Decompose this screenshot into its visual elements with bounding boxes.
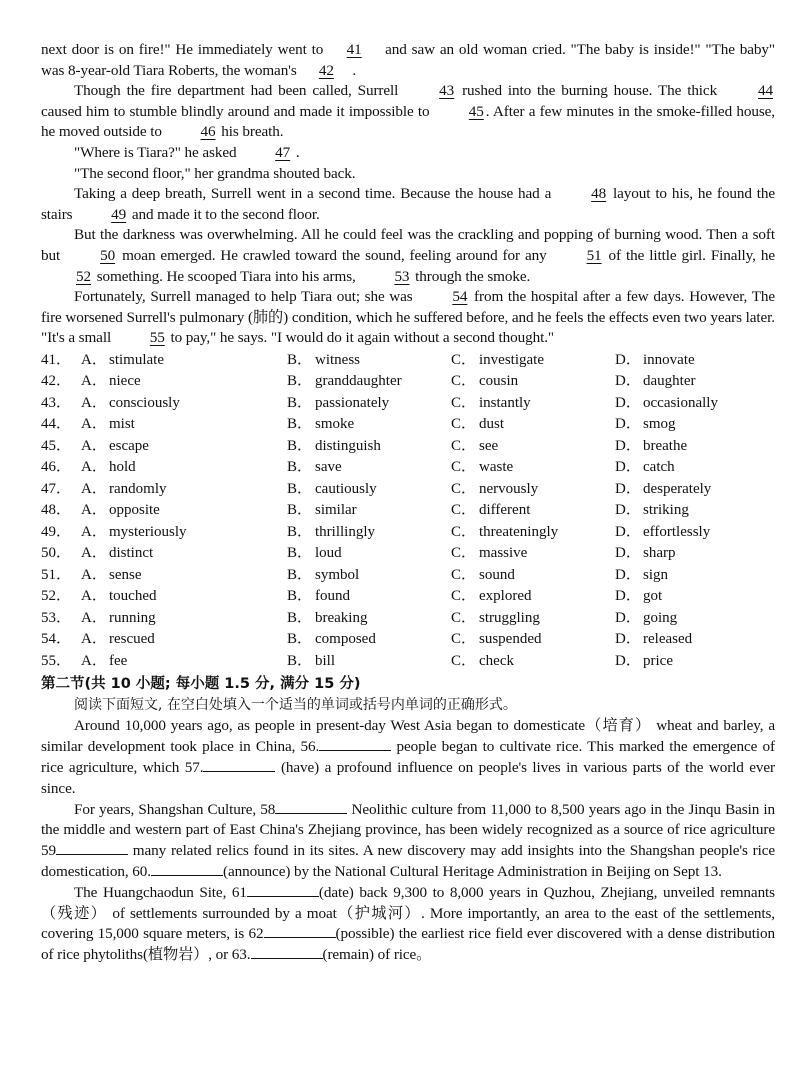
option-letter: C． — [451, 437, 477, 454]
question-number: 45． — [41, 437, 72, 454]
option-row — [41, 350, 775, 372]
paragraph-7: Fortunately, Surrell managed to help Tiara out; she was 54 from the hospital after a few days. However, The fire worsened Surrell's pulmonary (肺的) condition, which he suffered before, and he feels the effects even two years later. "It's a small 55 to pay," he says. "I would do it again without a second thought." — [41, 287, 775, 349]
option-a — [81, 565, 287, 587]
option-a — [81, 350, 287, 372]
option-letter: B． — [287, 609, 313, 626]
question-number: 47． — [41, 480, 72, 497]
option-row — [41, 457, 775, 479]
option-text: investigate — [479, 351, 544, 368]
option-text: escape — [109, 437, 149, 454]
option-a — [81, 522, 287, 544]
option-text: found — [315, 588, 350, 605]
blank-43: 43 — [439, 82, 455, 100]
blank-56 — [319, 737, 391, 751]
option-c — [451, 651, 615, 673]
option-letter: B． — [287, 373, 313, 390]
option-c — [451, 629, 615, 651]
paragraph-2: Though the fire department had been called, Surrell 43 rushed into the burning house. The thick 44 caused him to stumble blindly around and made it impossible to 45 . After a few minutes in the smoke-filled house, he moved outside to 46 his breath. — [41, 81, 775, 143]
option-a — [81, 393, 287, 415]
option-letter: D． — [615, 609, 641, 626]
option-letter: D． — [615, 631, 641, 648]
option-text: thrillingly — [315, 523, 375, 540]
option-text: opposite — [109, 502, 160, 519]
blank-58 — [275, 800, 347, 814]
option-text: instantly — [479, 394, 531, 411]
option-letter: C． — [451, 373, 477, 390]
option-text: released — [643, 631, 693, 648]
option-row — [41, 608, 775, 630]
option-d — [615, 457, 775, 479]
option-b — [287, 479, 451, 501]
option-d — [615, 543, 775, 565]
option-b — [287, 565, 451, 587]
option-row — [41, 393, 775, 415]
option-letter: C． — [451, 631, 477, 648]
option-text: mysteriously — [109, 523, 187, 540]
option-letter: B． — [287, 459, 313, 476]
option-a — [81, 543, 287, 565]
option-letter: C． — [451, 459, 477, 476]
option-letter: B． — [287, 631, 313, 648]
option-c — [451, 457, 615, 479]
option-letter: C． — [451, 394, 477, 411]
option-letter: D． — [615, 351, 641, 368]
option-text: loud — [315, 545, 342, 562]
option-letter: A． — [81, 480, 107, 497]
blank-49: 49 — [111, 205, 127, 223]
exam-page — [41, 40, 775, 966]
option-text: stimulate — [109, 351, 164, 368]
option-row — [41, 651, 775, 673]
option-letter: D． — [615, 502, 641, 519]
option-text: witness — [315, 351, 360, 368]
grammar-paragraph-1: Around 10,000 years ago, as people in present-day West Asia began to domesticate（培育） wheat and barley, a similar development took place in China, 56. people began to cultivate rice. This marked the emergence of rice agriculture, which 57. (have) a profound influence on people's lives in various parts of the world ever since. — [41, 717, 775, 797]
blank-59 — [56, 841, 128, 855]
option-text: going — [643, 609, 678, 626]
question-number: 53． — [41, 609, 72, 626]
option-text: consciously — [109, 394, 180, 411]
option-row — [41, 414, 775, 436]
option-text: threateningly — [479, 523, 559, 540]
option-letter: B． — [287, 351, 313, 368]
section-instruction: 阅读下面短文, 在空白处填入一个适当的单词或括号内单词的正确形式。 — [74, 697, 517, 714]
option-text: sense — [109, 566, 142, 583]
option-d — [615, 436, 775, 458]
option-text: daughter — [643, 373, 696, 390]
option-c — [451, 565, 615, 587]
option-row — [41, 629, 775, 651]
option-text: suspended — [479, 631, 542, 648]
option-d — [615, 371, 775, 393]
option-row — [41, 586, 775, 608]
option-d — [615, 479, 775, 501]
option-text: mist — [109, 416, 135, 433]
option-text: randomly — [109, 480, 167, 497]
option-text: price — [643, 652, 673, 669]
blank-46: 46 — [200, 123, 216, 141]
blank-57 — [203, 758, 275, 772]
question-number: 43． — [41, 394, 72, 411]
option-b — [287, 414, 451, 436]
paragraph-4: "The second floor," her grandma shouted back. — [74, 164, 356, 182]
cloze-passage — [41, 40, 775, 349]
question-number: 52． — [41, 588, 72, 605]
option-letter: B． — [287, 502, 313, 519]
option-c — [451, 414, 615, 436]
option-letter: B． — [287, 652, 313, 669]
blank-50: 50 — [100, 246, 116, 264]
option-letter: A． — [81, 652, 107, 669]
option-b — [287, 457, 451, 479]
option-text: explored — [479, 588, 532, 605]
option-text: striking — [643, 502, 689, 519]
blank-62 — [264, 924, 336, 938]
blank-61 — [247, 883, 319, 897]
blank-60 — [151, 862, 223, 876]
option-text: rescued — [109, 631, 155, 648]
option-text: touched — [109, 588, 157, 605]
option-letter: B． — [287, 588, 313, 605]
blank-55: 55 — [149, 329, 165, 347]
blank-41: 41 — [346, 41, 362, 58]
option-letter: C． — [451, 351, 477, 368]
option-b — [287, 393, 451, 415]
option-letter: C． — [451, 480, 477, 497]
option-a — [81, 586, 287, 608]
option-letter: C． — [451, 545, 477, 562]
question-number: 41． — [41, 351, 72, 368]
option-letter: B． — [287, 566, 313, 583]
option-letter: A． — [81, 394, 107, 411]
option-a — [81, 436, 287, 458]
option-row — [41, 479, 775, 501]
question-number: 49． — [41, 523, 72, 540]
option-letter: D． — [615, 394, 641, 411]
option-text: occasionally — [643, 394, 718, 411]
paragraph-5: Taking a deep breath, Surrell went in a second time. Because the house had a 48 layout to his, he found the stairs 49 and made it to the second floor. — [41, 184, 775, 225]
option-letter: D． — [615, 480, 641, 497]
option-letter: C． — [451, 566, 477, 583]
option-row — [41, 543, 775, 565]
blank-51: 51 — [586, 246, 602, 264]
option-d — [615, 651, 775, 673]
option-b — [287, 651, 451, 673]
option-letter: C． — [451, 502, 477, 519]
option-b — [287, 522, 451, 544]
option-letter: A． — [81, 609, 107, 626]
option-d — [615, 565, 775, 587]
option-row — [41, 500, 775, 522]
option-text: bill — [315, 652, 336, 669]
option-text: effortlessly — [643, 523, 711, 540]
question-number: 54． — [41, 631, 72, 648]
option-text: distinguish — [315, 437, 381, 454]
option-row — [41, 565, 775, 587]
blank-54: 54 — [452, 288, 468, 306]
option-d — [615, 500, 775, 522]
option-letter: A． — [81, 502, 107, 519]
option-d — [615, 393, 775, 415]
option-text: breathe — [643, 437, 688, 454]
option-text: composed — [315, 631, 376, 648]
grammar-paragraph-3: The Huangchaodun Site, 61 (date) back 9,300 to 8,000 years in Quzhou, Zhejiang, unveiled remnants（残迹） of settlements surrounded by a moat（护城河）. More importantly, an area to the east of the settlements, covering 15,000 square meters, is 62 (possible) the earliest rice field ever discovered with a dense distribution of rice phytoliths(植物岩）, or 63. (remain) of rice。 — [41, 883, 775, 964]
option-text: waste — [479, 459, 514, 476]
option-text: fee — [109, 652, 128, 669]
option-d — [615, 350, 775, 372]
option-letter: A． — [81, 459, 107, 476]
option-text: sharp — [643, 545, 676, 562]
option-b — [287, 629, 451, 651]
option-a — [81, 414, 287, 436]
option-letter: D． — [615, 545, 641, 562]
option-letter: C． — [451, 588, 477, 605]
option-letter: D． — [615, 373, 641, 390]
option-letter: D． — [615, 459, 641, 476]
option-text: hold — [109, 459, 136, 476]
question-number: 44． — [41, 416, 72, 433]
option-b — [287, 608, 451, 630]
blank-44: 44 — [758, 82, 773, 100]
option-c — [451, 608, 615, 630]
option-c — [451, 586, 615, 608]
option-text: struggling — [479, 609, 540, 626]
option-a — [81, 608, 287, 630]
option-d — [615, 629, 775, 651]
option-d — [615, 586, 775, 608]
option-a — [81, 371, 287, 393]
blank-45: 45 — [468, 102, 484, 120]
option-letter: C． — [451, 652, 477, 669]
option-text: smoke — [315, 416, 355, 433]
option-letter: D． — [615, 566, 641, 583]
option-letter: B． — [287, 480, 313, 497]
option-text: similar — [315, 502, 357, 519]
option-b — [287, 436, 451, 458]
option-text: cousin — [479, 373, 519, 390]
option-letter: B． — [287, 416, 313, 433]
grammar-passage — [41, 716, 775, 966]
option-letter: A． — [81, 351, 107, 368]
option-text: catch — [643, 459, 675, 476]
option-letter: A． — [81, 523, 107, 540]
option-letter: A． — [81, 545, 107, 562]
option-c — [451, 500, 615, 522]
option-text: different — [479, 502, 531, 519]
question-number: 50． — [41, 545, 72, 562]
option-letter: A． — [81, 373, 107, 390]
blank-63 — [251, 945, 323, 959]
option-b — [287, 500, 451, 522]
option-c — [451, 393, 615, 415]
option-row — [41, 371, 775, 393]
blank-48: 48 — [591, 185, 607, 203]
option-letter: D． — [615, 588, 641, 605]
option-c — [451, 436, 615, 458]
option-a — [81, 629, 287, 651]
option-text: sound — [479, 566, 515, 583]
option-a — [81, 651, 287, 673]
option-text: breaking — [315, 609, 368, 626]
paragraph-1: next door is on fire!" He immediately went to 41 and saw an old woman cried. "The baby is inside!" "The baby" was 8-year-old Tiara Roberts, the woman's 42 . — [41, 40, 775, 81]
option-b — [287, 543, 451, 565]
option-text: see — [479, 437, 499, 454]
option-text: check — [479, 652, 514, 669]
option-a — [81, 457, 287, 479]
options-list — [41, 350, 775, 673]
option-text: niece — [109, 373, 141, 390]
option-text: innovate — [643, 351, 695, 368]
option-text: cautiously — [315, 480, 377, 497]
option-letter: B． — [287, 523, 313, 540]
option-a — [81, 479, 287, 501]
paragraph-3: "Where is Tiara?" he asked 47 . — [41, 143, 775, 164]
option-text: save — [315, 459, 342, 476]
question-number: 48． — [41, 502, 72, 519]
option-text: passionately — [315, 394, 390, 411]
option-letter: D． — [615, 437, 641, 454]
option-letter: B． — [287, 437, 313, 454]
paragraph-6: But the darkness was overwhelming. All he could feel was the crackling and popping of burning wood. Then a soft but 50 moan emerged. He crawled toward the sound, feeling around for any 51 of the little girl. Finally, he 52 something. He scooped Tiara into his arms, 53 through the smoke. — [41, 225, 775, 287]
option-c — [451, 522, 615, 544]
option-b — [287, 350, 451, 372]
option-text: distinct — [109, 545, 154, 562]
blank-52: 52 — [76, 267, 91, 285]
option-text: sign — [643, 566, 669, 583]
option-text: granddaughter — [315, 373, 402, 390]
question-number: 42． — [41, 373, 72, 390]
option-letter: D． — [615, 523, 641, 540]
option-letter: A． — [81, 631, 107, 648]
option-letter: C． — [451, 416, 477, 433]
blank-42: 42 — [318, 61, 334, 79]
option-c — [451, 350, 615, 372]
option-text: dust — [479, 416, 505, 433]
question-number: 51． — [41, 566, 72, 583]
blank-53: 53 — [394, 267, 410, 285]
grammar-paragraph-2: For years, Shangshan Culture, 58 Neolithic culture from 11,000 to 8,500 years ago in the Jinqu Basin in the middle and western part of East China's Zhejiang province, has been widely recognized as a source of rice agriculture 59 many related relics found in its sites. A new discovery may add insights into the Shangshan people's rice domestication, 60. (announce) by the National Cultural Heritage Administration in Beijing on Sept 13. — [41, 800, 776, 880]
option-a — [81, 500, 287, 522]
option-row — [41, 522, 775, 544]
option-letter: D． — [615, 652, 641, 669]
option-b — [287, 586, 451, 608]
option-letter: A． — [81, 437, 107, 454]
question-number: 46． — [41, 459, 72, 476]
option-text: running — [109, 609, 156, 626]
option-d — [615, 414, 775, 436]
option-text: symbol — [315, 566, 360, 583]
option-letter: B． — [287, 545, 313, 562]
option-row — [41, 436, 775, 458]
option-text: got — [643, 588, 663, 605]
option-letter: D． — [615, 416, 641, 433]
option-d — [615, 522, 775, 544]
option-letter: C． — [451, 523, 477, 540]
option-letter: A． — [81, 588, 107, 605]
option-text: desperately — [643, 480, 712, 497]
option-text: smog — [643, 416, 676, 433]
option-letter: A． — [81, 566, 107, 583]
blank-47: 47 — [275, 143, 291, 161]
option-letter: A． — [81, 416, 107, 433]
option-c — [451, 543, 615, 565]
option-d — [615, 608, 775, 630]
option-letter: B． — [287, 394, 313, 411]
option-text: nervously — [479, 480, 539, 497]
option-b — [287, 371, 451, 393]
option-text: massive — [479, 545, 528, 562]
option-c — [451, 479, 615, 501]
option-c — [451, 371, 615, 393]
section-title: 第二节(共 10 小题; 每小题 1.5 分, 满分 15 分) — [41, 676, 361, 693]
option-letter: C． — [451, 609, 477, 626]
question-number: 55． — [41, 652, 72, 669]
